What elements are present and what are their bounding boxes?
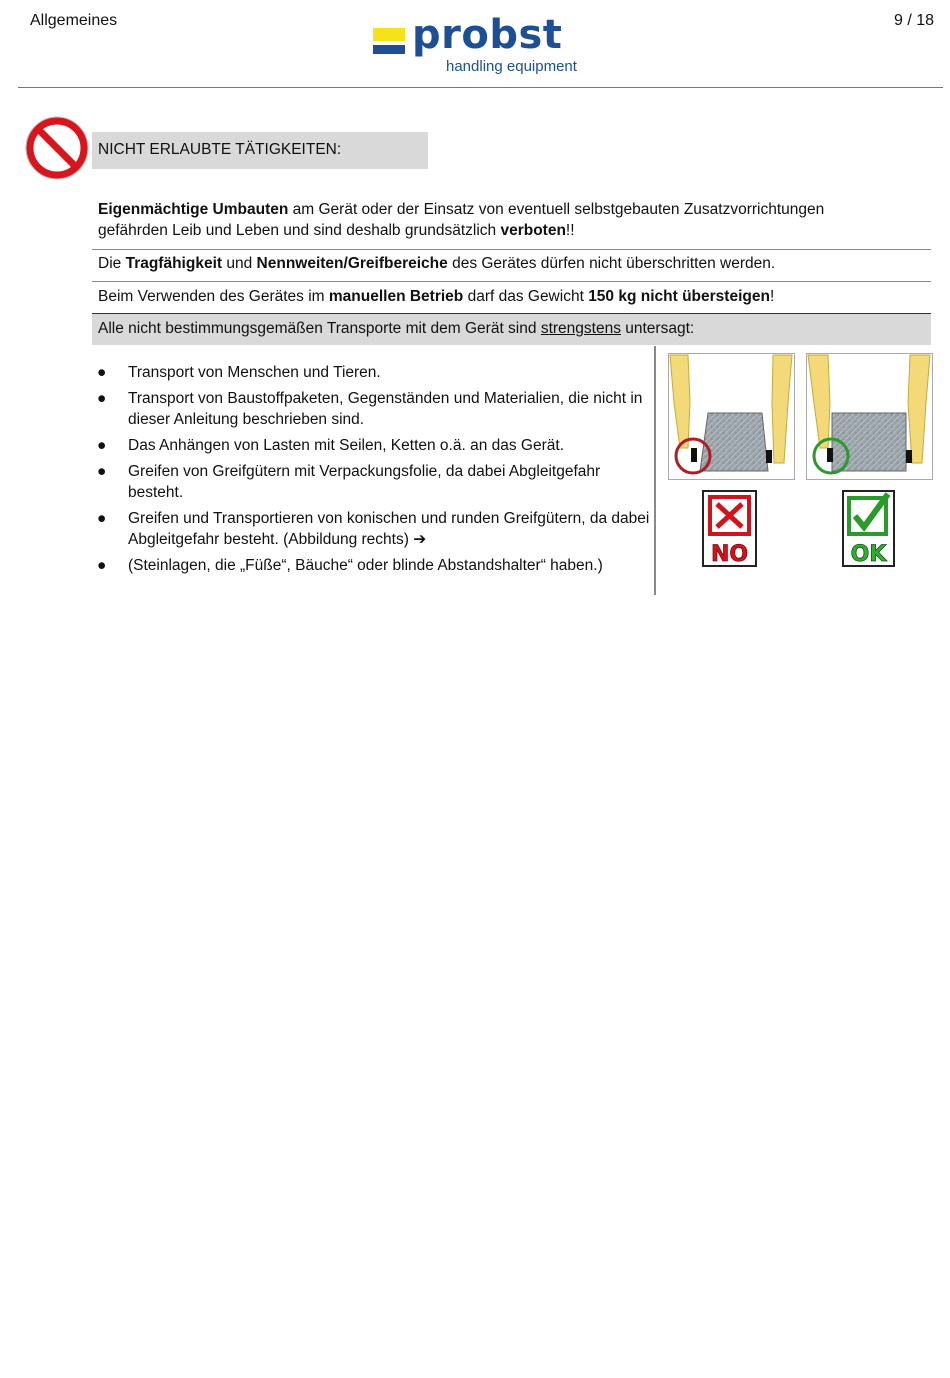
column-divider: [654, 346, 656, 595]
prohibition-icon: [25, 116, 89, 180]
list-item-text: Transport von Menschen und Tieren.: [128, 364, 381, 381]
logo-blue-bar: [373, 45, 405, 54]
emphasis-text: verboten: [500, 222, 566, 239]
text-segment: Alle nicht bestimmungsgemäßen Transporte mit dem Gerät sind: [98, 320, 541, 337]
logo-subtitle: handling equipment: [446, 58, 577, 75]
section-title: NICHT ERLAUBTE TÄTIGKEITEN:: [98, 141, 342, 158]
text-segment: untersagt:: [620, 320, 695, 337]
rule-text: [98, 288, 774, 306]
rule-row-prohibited-transports: [92, 314, 931, 345]
ok-badge-label: OK: [850, 542, 887, 567]
page-number: 9 / 18: [893, 12, 934, 29]
bullet-icon: ●: [97, 463, 107, 480]
text-segment: und: [222, 255, 257, 272]
emphasis-text: Tragfähigkeit: [125, 255, 223, 272]
list-item-text: Greifen und Transportieren von konischen und runden Greifgütern, da dabei Abgleitgefahr besteht. (Abbildung rechts) ➔: [128, 510, 650, 548]
probst-logo: [370, 12, 600, 80]
text-segment: !: [769, 288, 775, 305]
underlined-text: strengstens: [540, 320, 621, 337]
list-item: [96, 508, 651, 550]
rule-row-modifications: [92, 197, 931, 250]
rule-text: [98, 199, 898, 241]
list-item-text: Transport von Baustoffpaketen, Gegenständen und Materialien, die nicht in dieser Anleitung beschrieben sind.: [128, 390, 643, 428]
conical-load-illustration: [668, 353, 795, 480]
header-section-title: Allgemeines: [30, 12, 118, 29]
list-item-text: Greifen von Greifgütern mit Verpackungsfolie, da dabei Abgleitgefahr besteht.: [128, 463, 601, 501]
text-segment: des Gerätes dürfen nicht überschritten werden.: [447, 255, 776, 272]
list-item: [96, 435, 651, 456]
bullet-icon: ●: [97, 390, 107, 407]
no-badge-label: NO: [710, 542, 749, 567]
bullet-icon: ●: [97, 510, 107, 527]
text-segment: am Gerät oder der Einsatz von eventuell selbstgebauten Zusatzvorrichtungen gefährden Leib und Leben und sind deshalb grundsätzlich: [98, 201, 825, 239]
list-item-text: Das Anhängen von Lasten mit Seilen, Ketten o.ä. an das Gerät.: [128, 437, 565, 454]
text-segment: Beim Verwenden des Gerätes im: [98, 288, 329, 305]
list-item: [96, 388, 651, 430]
bullet-icon: ●: [97, 557, 107, 574]
ok-badge-icon: [842, 490, 895, 567]
rule-row-capacity: [92, 250, 931, 282]
rule-text: [98, 255, 775, 273]
bullet-icon: ●: [97, 437, 107, 454]
list-item: [96, 461, 651, 503]
emphasis-text: Eigenmächtige Umbauten: [98, 201, 289, 218]
header-divider: [18, 87, 943, 88]
emphasis-text: manuellen Betrieb: [328, 288, 464, 305]
list-item: [96, 555, 651, 576]
list-item-text: (Steinlagen, die „Füße“, Bäuche“ oder blinde Abstandshalter“ haben.): [128, 557, 603, 574]
list-item: [96, 362, 651, 383]
text-segment: !!: [565, 222, 575, 239]
rule-text: [98, 320, 694, 338]
text-segment: Die: [98, 255, 126, 272]
logo-yellow-bar: [373, 28, 405, 41]
prohibited-activities-list: [96, 362, 651, 581]
straight-load-illustration: [806, 353, 933, 480]
bullet-icon: ●: [97, 364, 107, 381]
text-segment: darf das Gewicht: [463, 288, 589, 305]
emphasis-text: Nennweiten/Greifbereiche: [256, 255, 448, 272]
logo-wordmark: probst: [412, 12, 563, 58]
no-badge-icon: [702, 490, 757, 567]
rule-row-manual-weight: [92, 282, 931, 314]
emphasis-text: 150 kg nicht übersteigen: [588, 288, 770, 305]
